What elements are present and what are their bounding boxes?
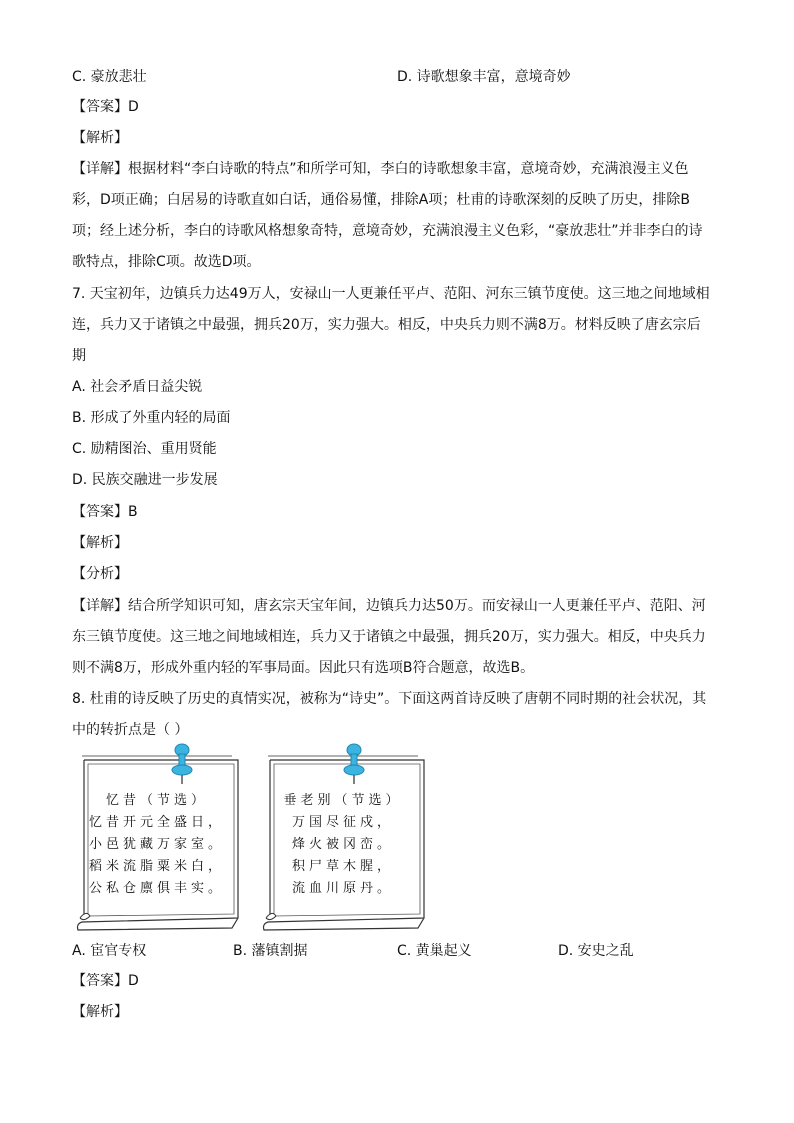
q6-detail-line-4: 歌特点，排除C项。故选D项。: [72, 254, 261, 270]
q8-option-b: B. 藩镇割据: [233, 943, 308, 959]
q6-option-d: D. 诗歌想象丰富，意境奇妙: [397, 69, 571, 85]
q7-stem-line-2: 连，兵力又于诸镇之中最强，拥兵20万，实力强大。相反，中央兵力则不满8万。材料反映了唐玄宗后: [72, 317, 701, 333]
q7-option-a: A. 社会矛盾日益尖锐: [72, 379, 203, 395]
q6-detail-line-3: 项；经上述分析，李白的诗歌风格想象奇特，意境奇妙，充满浪漫主义色彩，“豪放悲壮”并非李白的诗: [72, 223, 703, 239]
q8-options-row: [72, 940, 722, 960]
q7-detail-line-2: 东三镇节度使。这三地之间地域相连，兵力又于诸镇之中最强，拥兵20万，实力强大。相反，中央兵力: [72, 629, 706, 645]
poem-line: 忆昔开元全盛日，: [88, 815, 225, 830]
q7-option-b: B. 形成了外重内轻的局面: [72, 410, 231, 426]
q7-fenxi-label: 【分析】: [72, 566, 128, 582]
q8-analysis-label: 【解析】: [72, 1004, 128, 1020]
q7-analysis-label: 【解析】: [72, 535, 128, 551]
q8-option-a: A. 宦官专权: [72, 943, 147, 959]
poem-line: 烽火被冈峦。: [291, 837, 394, 852]
q7-detail-line-3: 则不满8万，形成外重内轻的军事局面。因此只有选项B符合题意，故选B。: [72, 660, 535, 676]
q8-option-d: D. 安史之乱: [558, 943, 634, 959]
q6-detail-line-2: 彩，D项正确；白居易的诗歌直如白话，通俗易懂，排除A项；杜甫的诗歌深刻的反映了历史，排除B: [72, 192, 690, 208]
poem-line: 流血川原丹。: [291, 881, 394, 896]
poem-line: 稻米流脂粟米白，: [88, 859, 225, 874]
q7-option-c: C. 励精图治、重用贤能: [72, 441, 217, 457]
q6-answer: 【答案】D: [72, 99, 139, 115]
poem-line: 小邑犹藏万家室。: [88, 837, 225, 852]
q8-answer: 【答案】D: [72, 973, 139, 989]
q6-options-row: [72, 66, 722, 86]
q7-detail-line-1: 【详解】结合所学知识可知，唐玄宗天宝年间，边镇兵力达50万。而安禄山一人更兼任平卢、范阳、河: [72, 598, 706, 614]
q7-answer: 【答案】B: [72, 504, 138, 520]
q7-stem-line-1: 7. 天宝初年，边镇兵力达49万人，安禄山一人更兼任平卢、范阳、河东三镇节度使。这三地之间地域相: [72, 286, 710, 302]
pushpin-icon: [342, 742, 366, 786]
q7-option-d: D. 民族交融进一步发展: [72, 472, 218, 488]
q6-option-c: C. 豪放悲壮: [72, 69, 147, 85]
q7-stem-line-3: 期: [72, 348, 86, 364]
q8-stem-line-2: 中的转折点是（ ）: [72, 722, 189, 738]
q6-analysis-label: 【解析】: [72, 130, 128, 146]
poem-title: 垂老别（节选）: [283, 793, 403, 808]
poem-line: 积尸草木腥，: [291, 859, 394, 874]
q8-stem-line-1: 8. 杜甫的诗反映了历史的真情实况，被称为“诗史”。下面这两首诗反映了唐朝不同时期的社会状况，其: [72, 691, 707, 707]
q6-detail-line-1: 【详解】根据材料“李白诗歌的特点”和所学可知，李白的诗歌想象丰富，意境奇妙，充满浪漫主义色: [72, 161, 689, 177]
pushpin-icon: [170, 742, 194, 786]
poem-line: 公私仓廪俱丰实。: [88, 881, 225, 896]
poem-line: 万国尽征戍，: [291, 815, 394, 830]
poem-scroll-yixi: [72, 750, 242, 935]
poem-scroll-chuilaobie: [258, 750, 428, 935]
poem-title: 忆昔（节选）: [105, 793, 208, 808]
q8-option-c: C. 黄巢起义: [397, 943, 472, 959]
